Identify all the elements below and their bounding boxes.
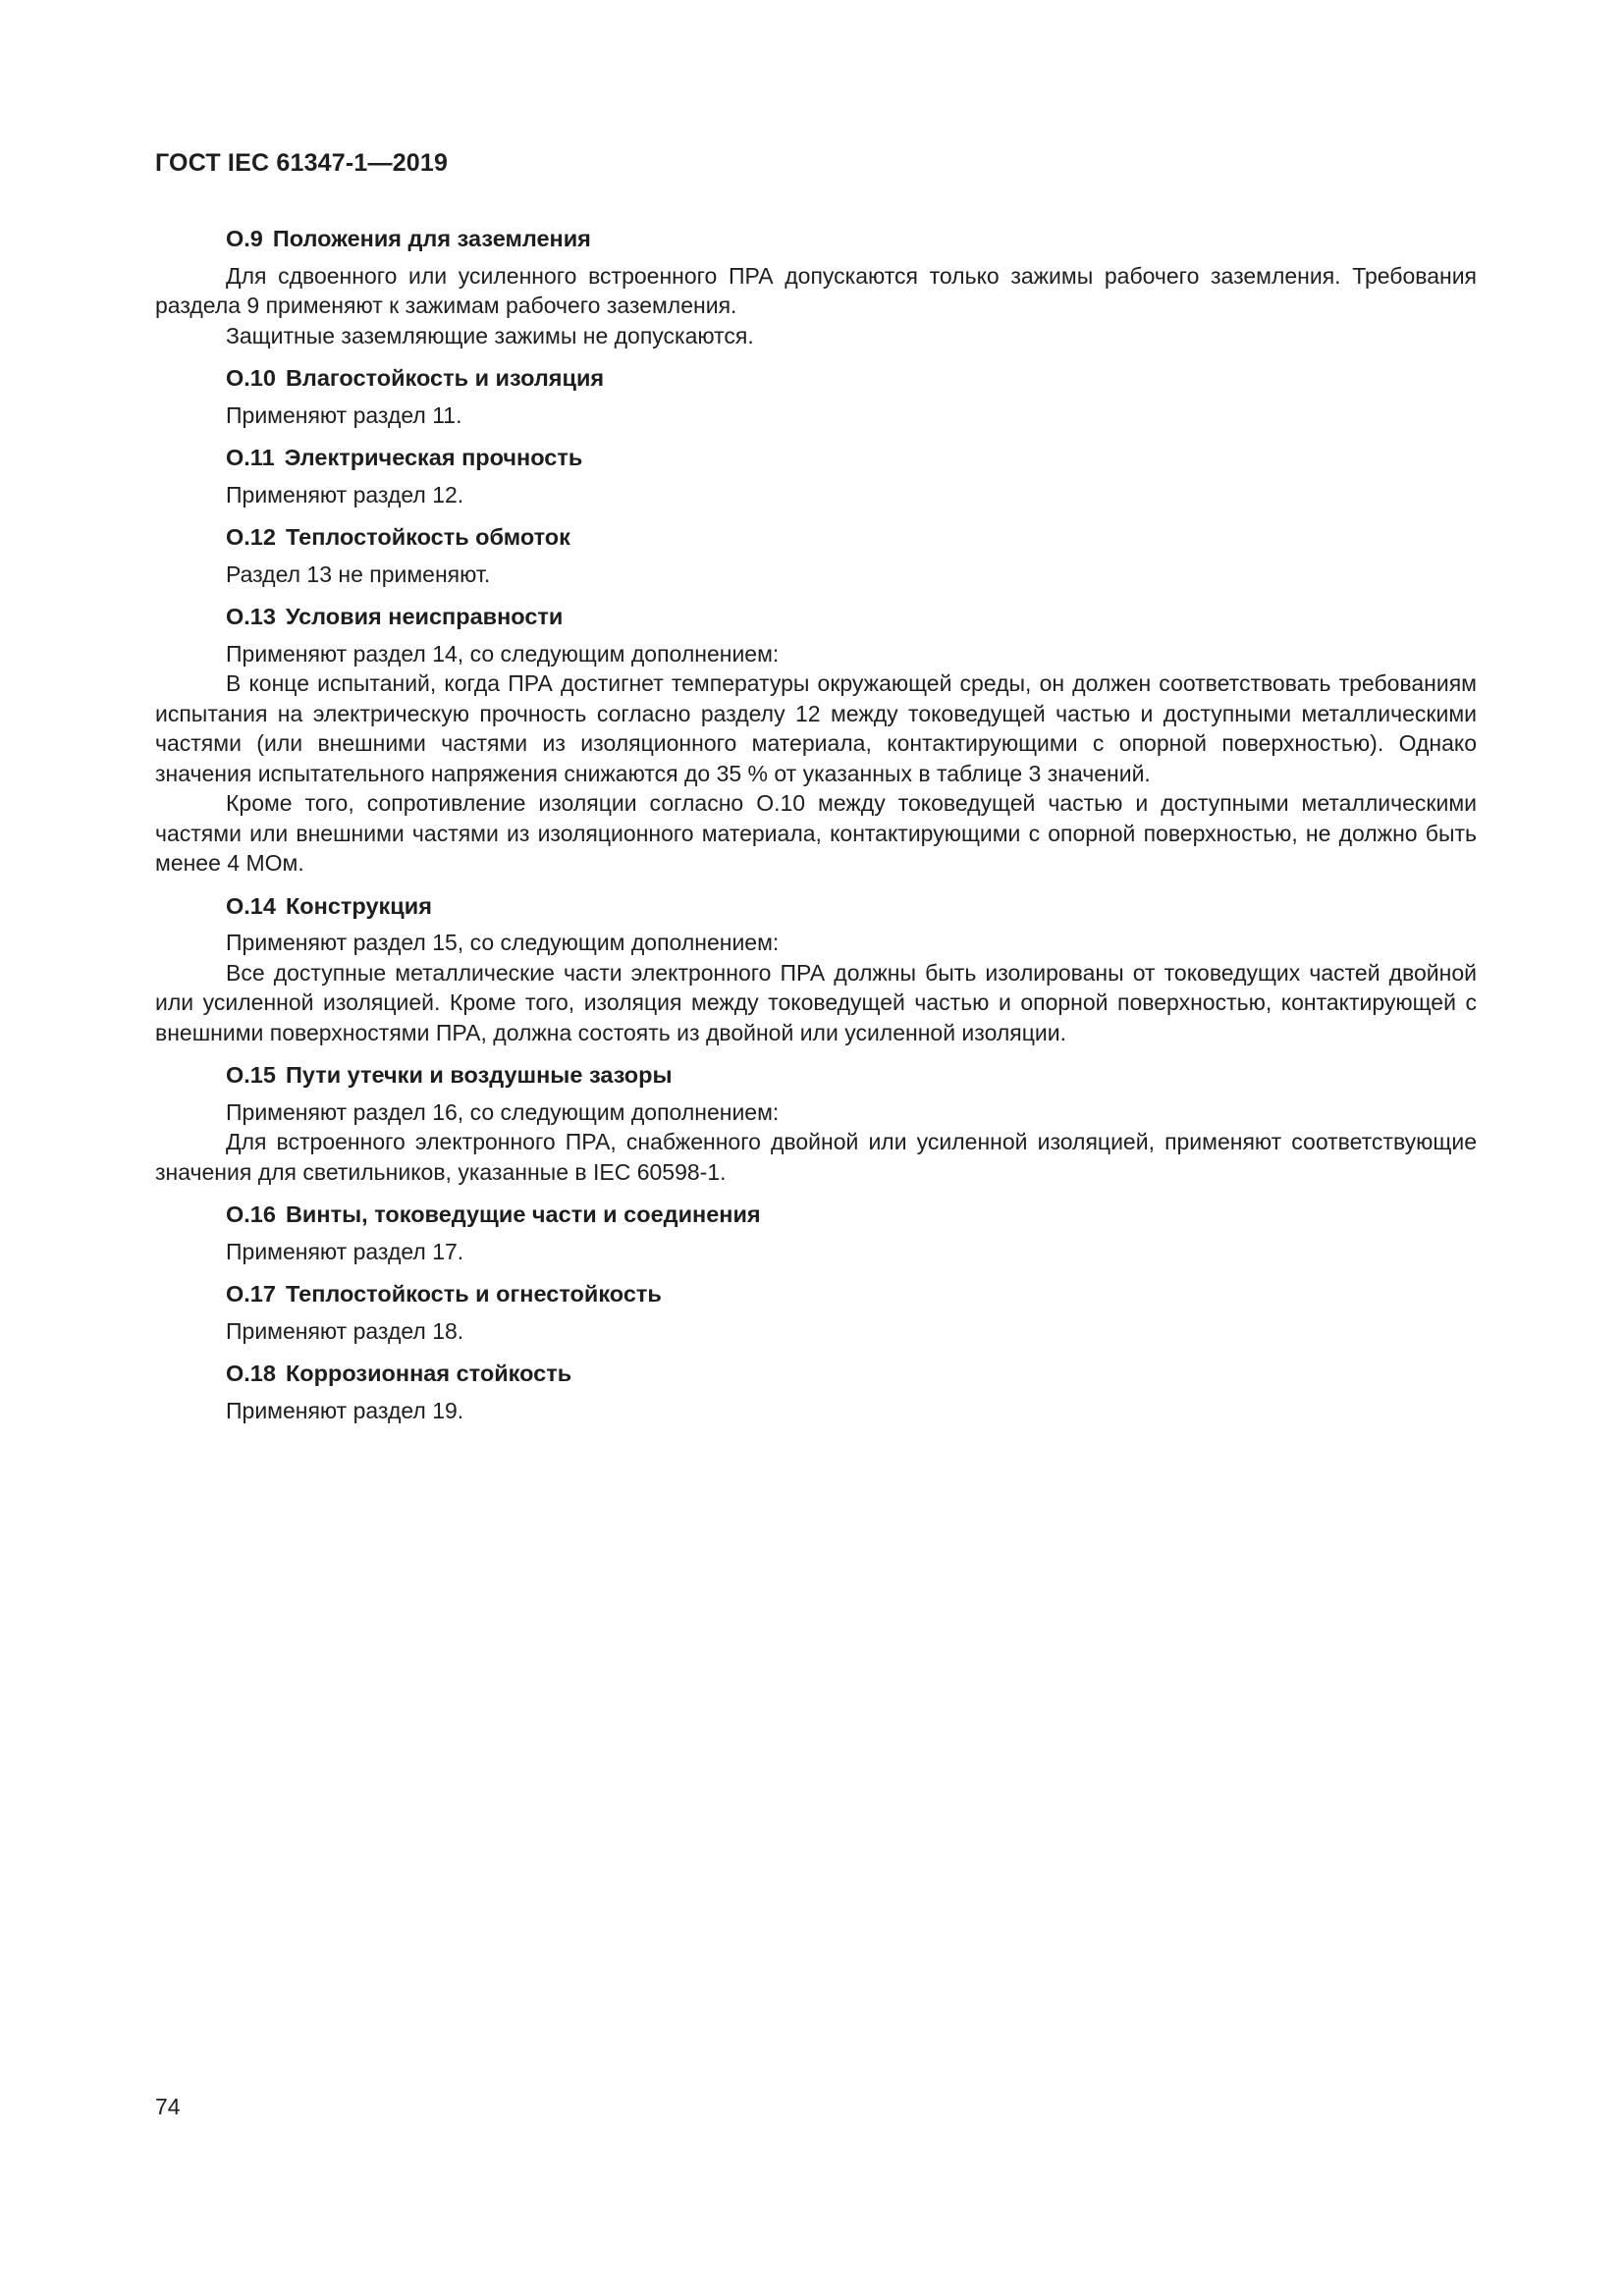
section-title: Пути утечки и воздушные зазоры (285, 1062, 673, 1088)
section-o12 (155, 522, 1477, 589)
section-o16 (155, 1200, 1477, 1266)
paragraph: Применяют раздел 17. (226, 1238, 464, 1264)
section-heading (155, 522, 1477, 553)
section-heading (155, 891, 1477, 922)
section-title: Влагостойкость и изоляция (285, 365, 605, 391)
paragraph: Все доступные металлические части электронного ПРА должны быть изолированы от токоведущих частей двойной или усиленной изоляцией. Кроме того, изоляция между токоведущей частью и опорной поверхностью, контактирующей с внешними поверхностями ПРА, должна состоять из двойной или усиленной изоляции. (155, 959, 1477, 1045)
page-content (155, 224, 1477, 1438)
section-o13 (155, 602, 1477, 879)
running-head-standard-title: ГОСТ IEC 61347-1—2019 (155, 149, 449, 177)
section-title: Теплостойкость обмоток (285, 524, 570, 550)
page-number: 74 (155, 2094, 181, 2119)
section-heading (155, 1279, 1477, 1309)
paragraph: Применяют раздел 12. (226, 481, 464, 507)
paragraph: Применяют раздел 18. (226, 1317, 464, 1344)
section-title: Электрическая прочность (284, 445, 583, 470)
section-heading (155, 1200, 1477, 1230)
section-o14 (155, 891, 1477, 1048)
section-number: О.10 (226, 365, 276, 391)
section-o15 (155, 1060, 1477, 1187)
paragraph: Для встроенного электронного ПРА, снабженного двойной или усиленной изоляцией, применяют соответствующие значения для светильников, указанные в IEC 60598-1. (155, 1129, 1477, 1185)
paragraph: Применяют раздел 19. (226, 1397, 464, 1423)
paragraph: Применяют раздел 14, со следующим дополнением: (226, 640, 780, 667)
section-title: Положения для заземления (272, 226, 591, 251)
paragraph: Раздел 13 не применяют. (226, 561, 491, 587)
paragraph: Для сдвоенного или усиленного встроенного ПРА допускаются только зажимы рабочего заземления. Требования раздела 9 применяют к зажимам рабочего заземления. (155, 262, 1477, 318)
section-heading (155, 363, 1477, 394)
section-heading (155, 1359, 1477, 1389)
section-number: О.17 (226, 1281, 276, 1307)
section-number: О.18 (226, 1361, 276, 1386)
paragraph: Применяют раздел 16, со следующим дополнением: (226, 1098, 780, 1125)
section-title: Коррозионная стойкость (285, 1361, 572, 1386)
section-heading (155, 1060, 1477, 1091)
section-number: О.11 (226, 445, 275, 470)
paragraph: Защитные заземляющие зажимы не допускаются. (226, 322, 754, 348)
section-heading (155, 602, 1477, 632)
section-title: Конструкция (285, 892, 432, 919)
section-number: О.16 (226, 1201, 276, 1227)
paragraph: Применяют раздел 11. (226, 401, 462, 428)
section-number: О.9 (226, 226, 263, 251)
section-o18 (155, 1359, 1477, 1425)
section-heading (155, 224, 1477, 254)
section-o17 (155, 1279, 1477, 1346)
paragraph: В конце испытаний, когда ПРА достигнет температуры окружающей среды, он должен соответствовать требованиям испытания на электрическую прочность согласно разделу 12 между токоведущей частью и доступными металлическими частями (или внешними частями из изоляционного материала, контактирующими с опорной поверхностью). Однако значения испытательного напряжения снижаются до 35 % от указанных в таблице 3 значений. (155, 670, 1477, 786)
section-number: О.12 (226, 524, 276, 550)
section-title: Винты, токоведущие части и соединения (285, 1201, 761, 1227)
section-o9 (155, 224, 1477, 350)
section-title: Теплостойкость и огнестойкость (285, 1281, 662, 1307)
section-title: Условия неисправности (285, 604, 564, 629)
section-o10 (155, 363, 1477, 430)
section-number: О.14 (226, 892, 276, 919)
paragraph: Кроме того, сопротивление изоляции согласно О.10 между токоведущей частью и доступными металлическими частями или внешними частями из изоляционного материала, контактирующими с опорной поверхностью, не должно быть менее 4 МОм. (155, 790, 1477, 876)
section-heading (155, 443, 1477, 473)
section-o11 (155, 443, 1477, 509)
section-number: О.15 (226, 1062, 276, 1088)
paragraph: Применяют раздел 15, со следующим дополнением: (226, 930, 780, 955)
section-number: О.13 (226, 604, 276, 629)
